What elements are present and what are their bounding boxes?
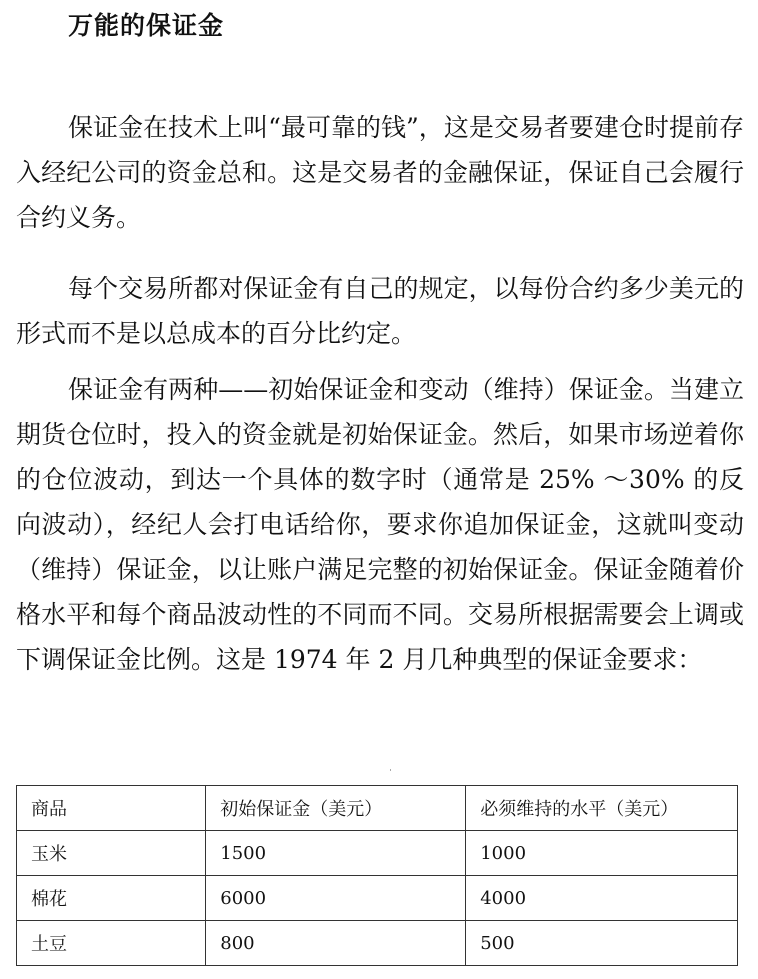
table-cell-maintenance-level: 500 — [466, 921, 738, 966]
table-cell-maintenance-level: 1000 — [466, 831, 738, 876]
page-title: 万能的保证金 — [68, 11, 225, 40]
print-speck: ˙ — [388, 769, 393, 780]
header-cell-initial-margin: 初始保证金（美元） — [206, 786, 466, 831]
table-header-row — [17, 786, 738, 831]
table-cell-initial-margin: 800 — [206, 921, 466, 966]
table-cell-commodity: 玉米 — [17, 831, 206, 876]
margin-requirements-table — [16, 785, 738, 966]
table-row — [17, 876, 738, 921]
table-cell-commodity: 棉花 — [17, 876, 206, 921]
table-row — [17, 921, 738, 966]
table-cell-commodity: 土豆 — [17, 921, 206, 966]
table-row — [17, 831, 738, 876]
table-cell-initial-margin: 1500 — [206, 831, 466, 876]
paragraph-exchange-rules: 每个交易所都对保证金有自己的规定，以每份合约多少美元的形式而不是以总成本的百分比约定。 — [16, 274, 744, 348]
table-cell-initial-margin: 6000 — [206, 876, 466, 921]
paragraph-margin-types: 保证金有两种——初始保证金和变动（维持）保证金。当建立期货仓位时，投入的资金就是初始保证金。然后，如果市场逆着你的仓位波动，到达一个具体的数字时（通常是 25% ～30% 的反向波动），经纪人会打电话给你，要求你追加保证金，这就叫变动（维持）保证金，以让账户满足完整的初始保证金。保证金随着价格水平和每个商品波动性的不同而不同。交易所根据需要会上调或下调保证金比例。这是 1974 年 2 月几种典型的保证金要求： — [16, 375, 744, 674]
header-cell-maintenance-level: 必须维持的水平（美元） — [466, 786, 738, 831]
header-cell-commodity: 商品 — [17, 786, 206, 831]
table-cell-maintenance-level: 4000 — [466, 876, 738, 921]
paragraph-definition: 保证金在技术上叫“最可靠的钱”，这是交易者要建仓时提前存入经纪公司的资金总和。这是交易者的金融保证，保证自己会履行合约义务。 — [16, 113, 744, 232]
